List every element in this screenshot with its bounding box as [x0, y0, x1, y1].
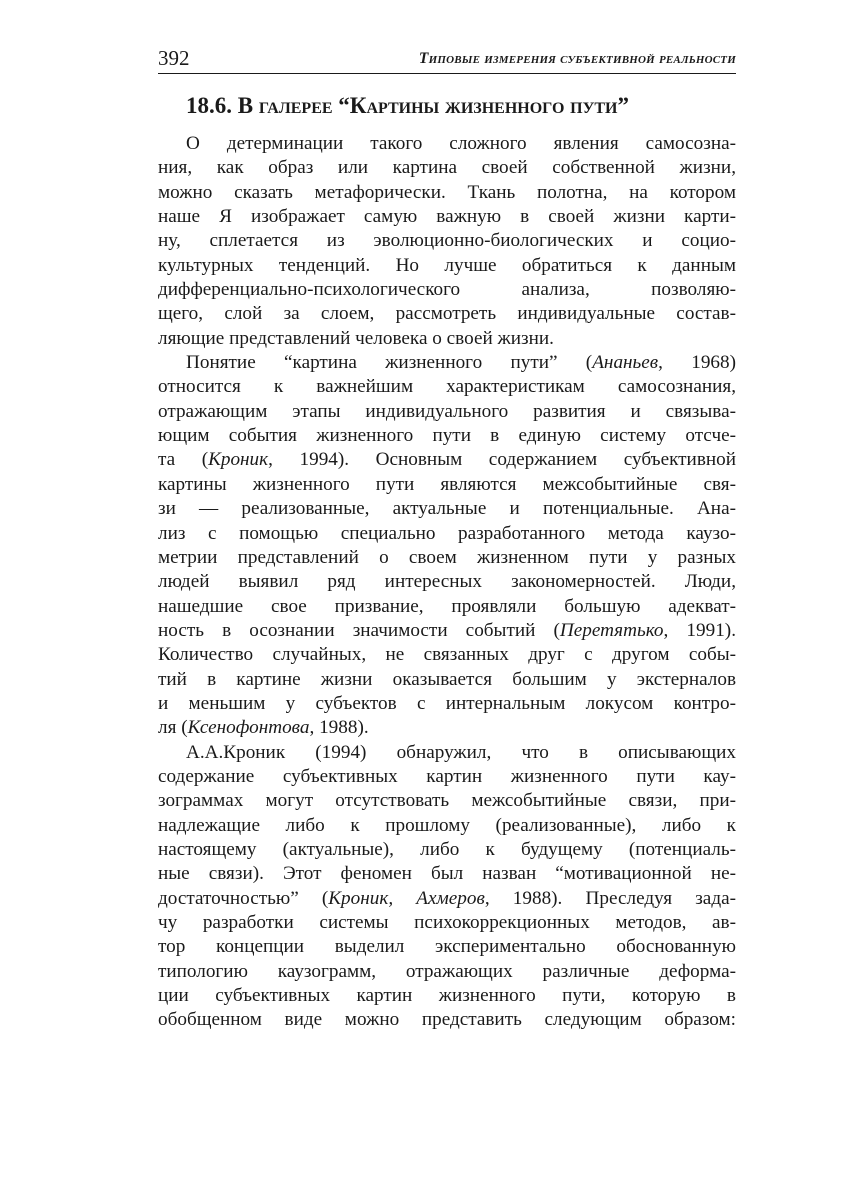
text-line: наше Я изображает самую важную в своей жизни карти- [158, 206, 736, 228]
citation-author: Ананьев [592, 352, 659, 374]
text-line: ющим события жизненного пути в единую систему отсче- [158, 425, 736, 447]
header-rule [158, 73, 736, 74]
text-line: культурных тенденций. Но лучше обратиться к данным [158, 254, 736, 276]
text-line: Количество случайных, не связанных друг с другом собы- [158, 644, 736, 666]
text-line: обобщенном виде можно представить следующим образом: [158, 1009, 736, 1031]
citation-author: Перетятько [559, 619, 664, 641]
citation-author: Кроник [208, 449, 269, 471]
text-line: тий в картине жизни оказывается большим у экстерналов [158, 668, 736, 690]
citation-author: Кроник, Ахмеров [328, 887, 485, 909]
text-line: лиз с помощью специально разработанного метода каузо- [158, 522, 736, 544]
text-line: отражающим этапы индивидуального развития и связыва- [158, 400, 736, 422]
text-line: достаточностью” (Кроник, Ахмеров, 1988). Преследуя зада- [158, 887, 736, 909]
text-line: настоящему (актуальные), либо к будущему (потенциаль- [158, 838, 736, 860]
text-line: зи — реализованные, актуальные и потенциальные. Ана- [158, 498, 736, 520]
text-line: щего, слой за слоем, рассмотреть индивидуальные состав- [158, 303, 736, 325]
paragraph-3 [158, 741, 736, 1033]
text-line: нашедшие свое призвание, проявляли большую адекват- [158, 595, 736, 617]
page-number: 392 [158, 46, 190, 70]
section-heading: 18.6. В галерее “Картины жизненного пути” [186, 93, 629, 118]
citation-author: Ксенофонтова [187, 717, 310, 739]
text-line: относится к важнейшим характеристикам самосознания, [158, 376, 736, 398]
text-line: метрии представлений о своем жизненном пути у разных [158, 546, 736, 568]
text-line: зограммах могут отсутствовать межсобытийные связи, при- [158, 790, 736, 812]
text-line: содержание субъективных картин жизненного пути кау- [158, 765, 736, 787]
running-title: Типовые измерения субъективной реальности [418, 50, 736, 67]
text-line: типологию каузограмм, отражающих различные деформа- [158, 960, 736, 982]
text-line: людей выявил ряд интересных закономерностей. Люди, [158, 571, 736, 593]
text-line: Понятие “картина жизненного пути” (Ананьев, 1968) [186, 352, 736, 374]
text-line: дифференциально-психологического анализа, позволяю- [158, 279, 736, 301]
text-line: ля (Ксенофонтова, 1988). [158, 717, 369, 739]
text-line: ну, сплетается из эволюционно-биологических и социо- [158, 230, 736, 252]
text-line: тор концепции выделил экспериментально обоснованную [158, 936, 736, 958]
text-line: ляющие представлений человека о своей жизни. [158, 327, 554, 349]
text-line: ность в осознании значимости событий (Перетятько, 1991). [158, 619, 736, 641]
text-line: та (Кроник, 1994). Основным содержанием субъективной [158, 449, 736, 471]
page-header [158, 44, 736, 76]
paragraph-1 [158, 132, 736, 351]
text-line: можно сказать метафорически. Ткань полотна, на котором [158, 181, 736, 203]
text-line: ния, как образ или картина своей собственной жизни, [158, 157, 736, 179]
text-line: ные связи). Этот феномен был назван “мотивационной не- [158, 863, 736, 885]
body-text [158, 132, 736, 1033]
text-line: ции субъективных картин жизненного пути, которую в [158, 985, 736, 1007]
text-line: А.А.Кроник (1994) обнаружил, что в описывающих [186, 741, 736, 763]
text-line: картины жизненного пути являются межсобытийные свя- [158, 473, 736, 495]
text-line: и меньшим у субъектов с интернальным локусом контро- [158, 692, 736, 714]
paragraph-2 [158, 351, 736, 741]
text-line: надлежащие либо к прошлому (реализованные), либо к [158, 814, 736, 836]
text-line: чу разработки системы психокоррекционных методов, ав- [158, 912, 736, 933]
text-line: О детерминации такого сложного явления самосозна- [186, 133, 736, 154]
